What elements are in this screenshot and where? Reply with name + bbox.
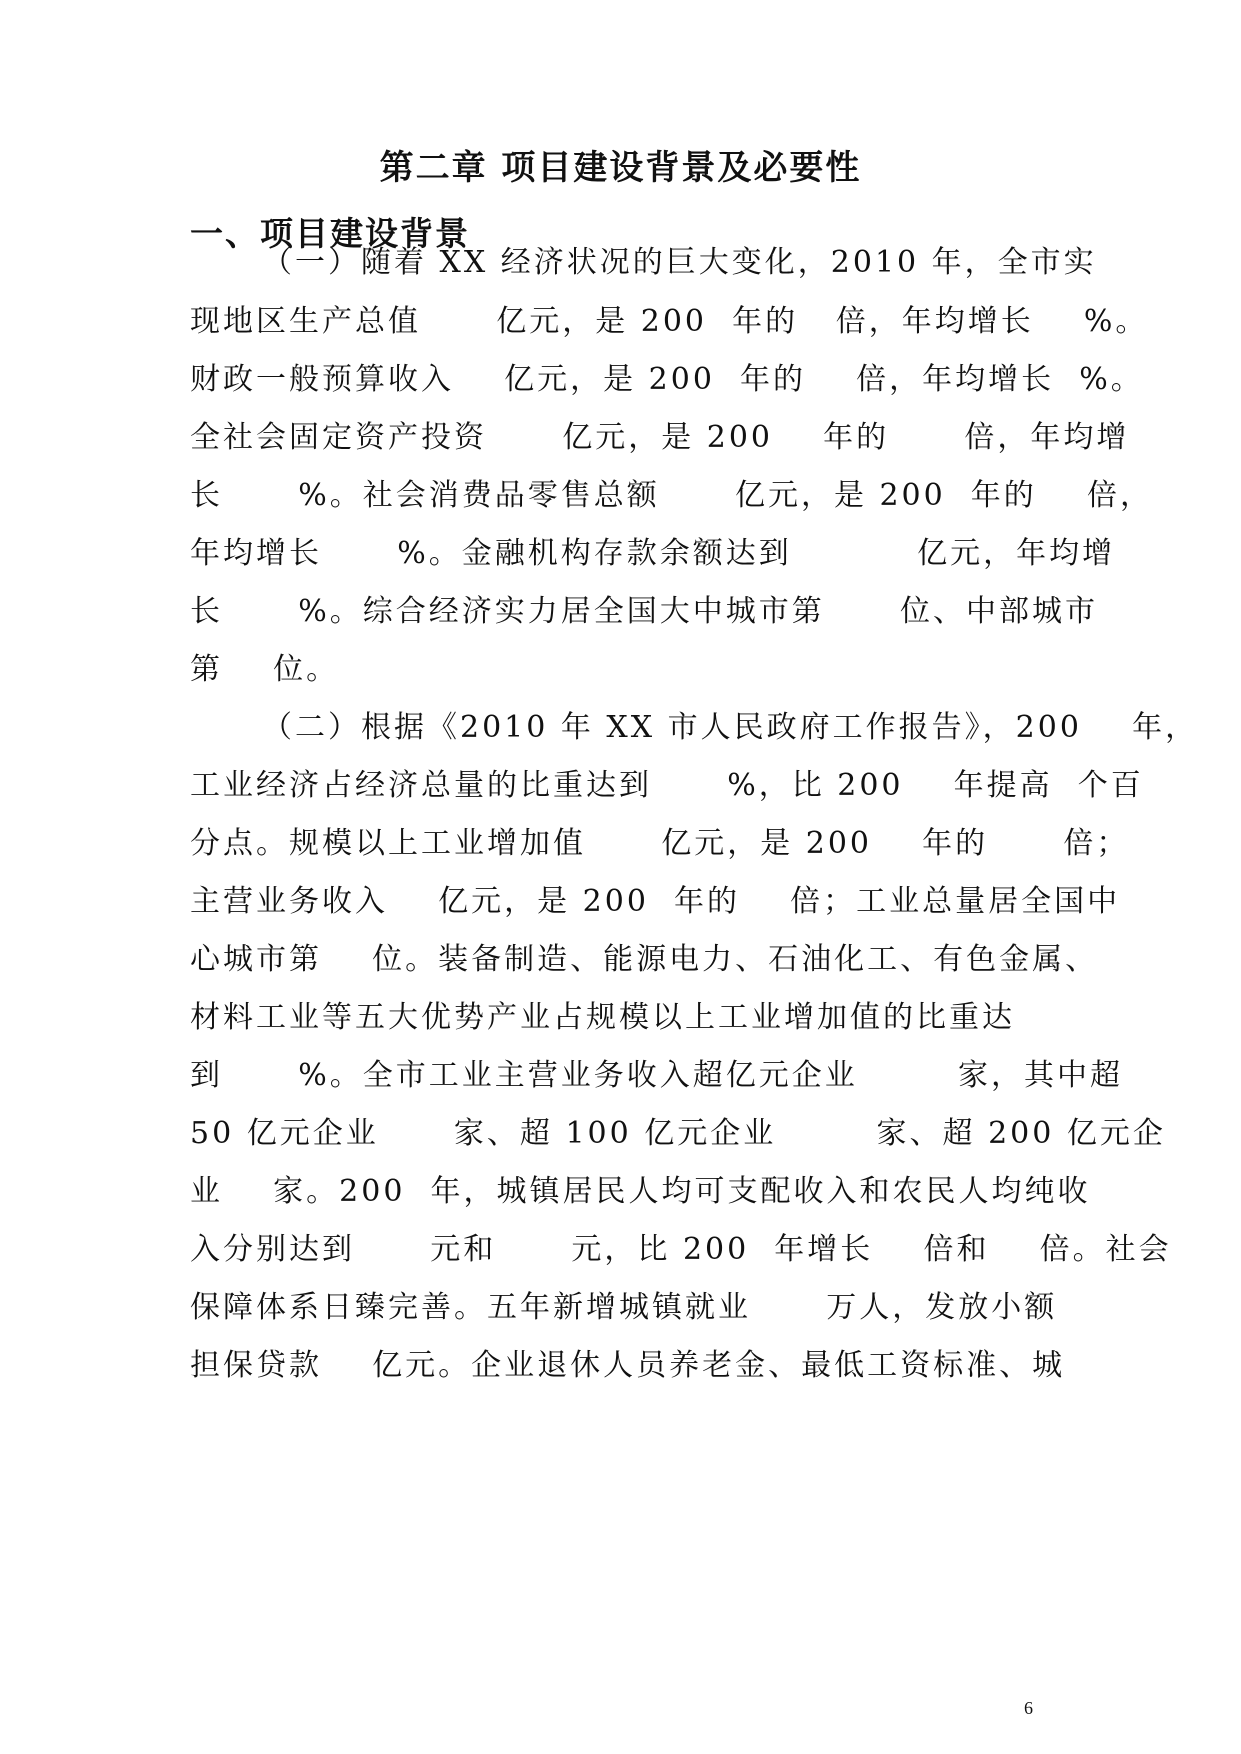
text-line: 分点。规模以上工业增加值 亿元，是 200 年的 倍；: [190, 826, 1130, 861]
text-line: 担保贷款 亿元。企业退休人员养老金、最低工资标准、城: [190, 1348, 1066, 1383]
chapter-title: 第二章 项目建设背景及必要性: [379, 148, 862, 188]
text-line: 入分别达到 元和 元，比 200 年增长 倍和 倍。社会: [190, 1232, 1172, 1267]
text-line: 到 %。全市工业主营业务收入超亿元企业 家，其中超: [190, 1058, 1124, 1093]
text-line: 业 家。200 年，城镇居民人均可支配收入和农民人均纯收: [190, 1174, 1091, 1209]
text-line: 保障体系日臻完善。五年新增城镇就业 万人，发放小额: [190, 1290, 1058, 1325]
text-line: 第 位。: [190, 652, 340, 687]
text-line: 材料工业等五大优势产业占规模以上工业增加值的比重达: [190, 1000, 1015, 1035]
text-line: 现地区生产总值 亿元，是 200 年的 倍，年均增长 %。: [190, 304, 1149, 339]
text-line: 全社会固定资产投资 亿元，是 200 年的 倍，年均增: [190, 420, 1130, 455]
text-line: 长 %。综合经济实力居全国大中城市第 位、中部城市: [190, 594, 1098, 629]
text-line: 年均增长 %。金融机构存款余额达到 亿元，年均增: [190, 536, 1116, 571]
text-line: （二）根据《2010 年 XX 市人民政府工作报告》，200 年，: [262, 710, 1199, 745]
text-line: （一）随着 XX 经济状况的巨大变化，2010 年，全市实: [262, 245, 1097, 280]
text-line: 工业经济占经济总量的比重达到 %，比 200 年提高 个百: [190, 768, 1144, 803]
text-line: 主营业务收入 亿元，是 200 年的 倍；工业总量居全国中: [190, 884, 1121, 919]
text-line: 长 %。社会消费品零售总额 亿元，是 200 年的 倍，: [190, 478, 1153, 513]
text-line: 心城市第 位。装备制造、能源电力、石油化工、有色金属、: [190, 942, 1099, 977]
page-number: 6: [1024, 1698, 1033, 1718]
text-line: 财政一般预算收入 亿元，是 200 年的 倍，年均增长 %。: [190, 362, 1144, 397]
text-line: 50 亿元企业 家、超 100 亿元企业 家、超 200 亿元企: [190, 1116, 1166, 1151]
section-heading: 一、项目建设背景: [190, 214, 470, 253]
